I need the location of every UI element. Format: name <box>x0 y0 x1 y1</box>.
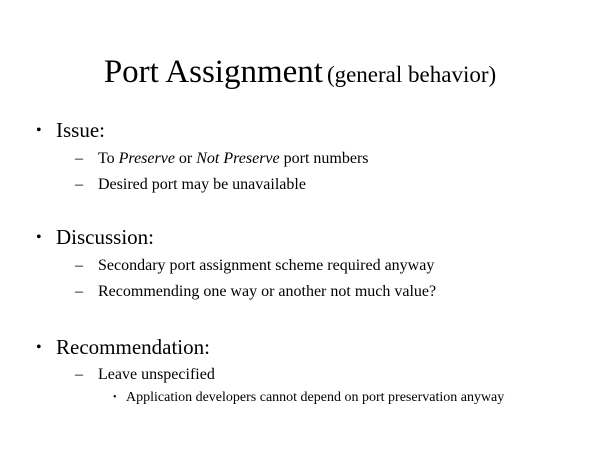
bullet-recommendation <box>36 337 210 358</box>
dash-marker: – <box>75 176 83 193</box>
bullet-discussion-label: Discussion: <box>56 225 155 249</box>
preserve-suffix: port numbers <box>279 150 369 167</box>
sub-sub-bullet-text: Application developers cannot depend on port preservation anyway <box>126 390 505 405</box>
dash-marker: – <box>75 283 83 300</box>
bullet-issue-label: Issue: <box>56 118 105 142</box>
preserve-mid: or <box>174 150 197 167</box>
sub-sub-bullet-developers <box>113 389 543 406</box>
sub-bullet-text: Desired port may be unavailable <box>98 176 306 193</box>
sub-bullet-unavailable <box>75 177 306 193</box>
bullet-dot: • <box>36 122 42 139</box>
sub-bullet-text: Secondary port assignment scheme required anyway <box>98 257 435 274</box>
sub-bullet-text: Recommending one way or another not much value? <box>98 283 437 300</box>
bullet-issue <box>36 120 105 141</box>
title-subtitle: (general behavior) <box>326 62 497 87</box>
bullet-dot: • <box>36 229 42 246</box>
slide-title <box>0 56 600 89</box>
sub-bullet-recommending <box>75 284 436 300</box>
sub-bullet-text: Leave unspecified <box>98 366 215 383</box>
sub-bullet-leave-unspecified <box>75 367 215 383</box>
dash-marker: – <box>75 150 83 167</box>
preserve-prefix: To <box>98 150 119 167</box>
dash-marker: – <box>75 366 83 383</box>
title-main: Port Assignment <box>103 54 323 90</box>
bullet-discussion <box>36 227 154 248</box>
sub-bullet-dot: • <box>113 392 117 403</box>
sub-bullet-secondary <box>75 258 434 274</box>
bullet-dot: • <box>36 339 42 356</box>
sub-bullet-preserve <box>75 151 369 167</box>
bullet-recommendation-label: Recommendation: <box>56 335 210 359</box>
preserve-term: Preserve <box>118 150 175 167</box>
dash-marker: – <box>75 257 83 274</box>
not-preserve-term: Not Preserve <box>196 150 280 167</box>
